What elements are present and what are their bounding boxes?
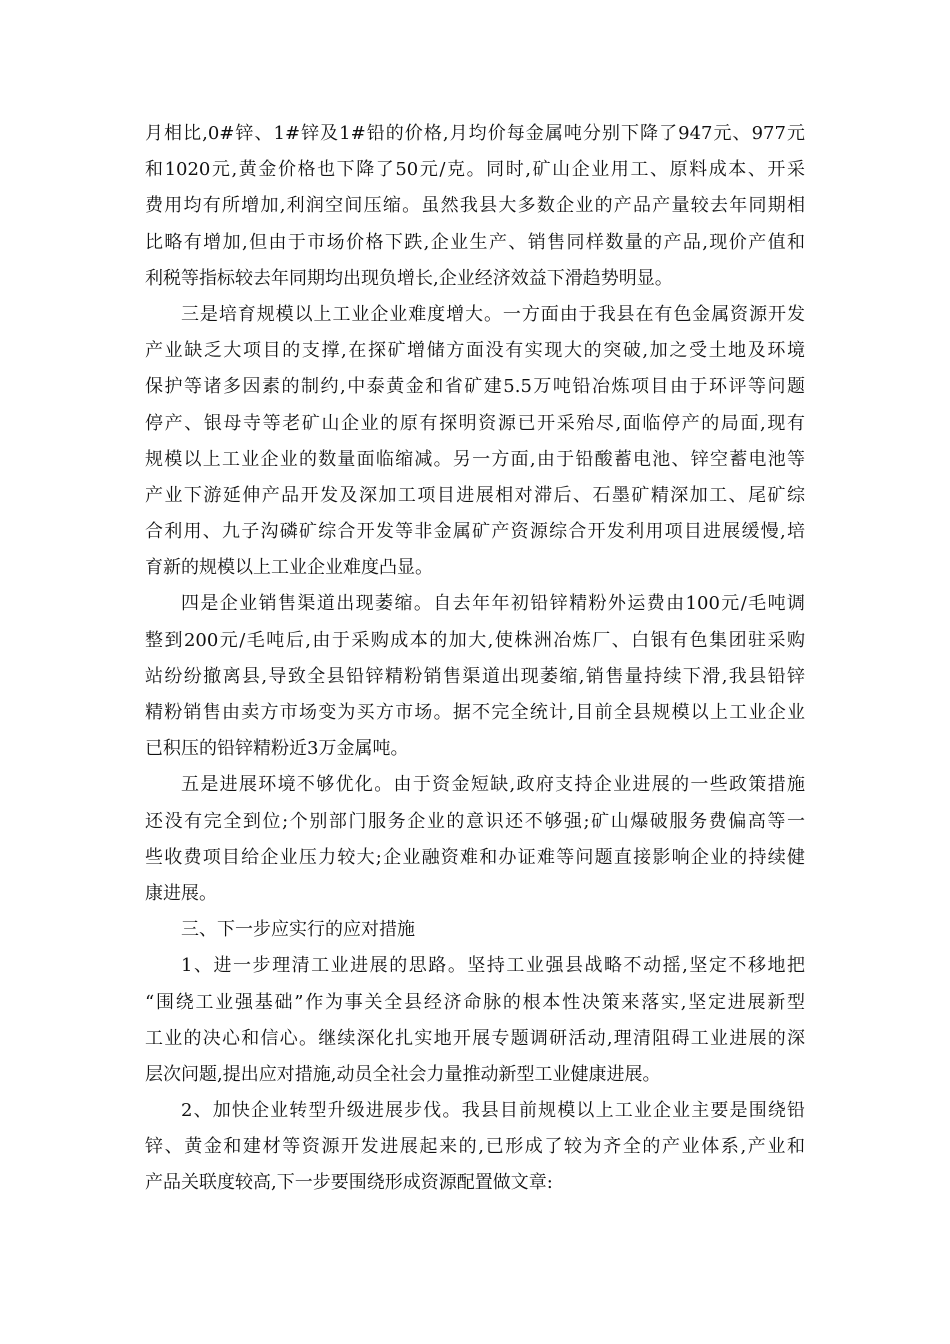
text-line: 停产、银母寺等老矿山企业的原有探明资源已开采殆尽,面临停产的局面,现有 [145, 412, 805, 434]
paragraph [145, 948, 805, 1093]
text-line: 整到200元/毛吨后,由于采购成本的加大,使株洲冶炼厂、白银有色集团驻采购 [145, 629, 805, 651]
text-line: “围绕工业强基础”作为事关全县经济命脉的根本性决策来落实,坚定进展新型 [145, 991, 805, 1013]
text-line: 还没有完全到位;个别部门服务企业的意识还不够强;矿山爆破服务费偏高等一 [145, 810, 805, 832]
text-line: 锌、黄金和建材等资源开发进展起来的,已形成了较为齐全的产业体系,产业和 [145, 1136, 805, 1158]
text-line: 些收费项目给企业压力较大;企业融资难和办证难等问题直接影响企业的持续健 [145, 846, 805, 868]
text-line: 月相比,0#锌、1#锌及1#铅的价格,月均价每金属吨分别下降了947元、977元 [145, 123, 805, 144]
text-line: 康进展。 [145, 882, 217, 904]
text-line: 和1020元,黄金价格也下降了50元/克。同时,矿山企业用工、原料成本、开采 [145, 159, 805, 181]
text-line: 合利用、九子沟磷矿综合开发等非金属矿产资源综合开发利用项目进展缓慢,培 [145, 521, 805, 543]
paragraph [145, 1093, 805, 1202]
text-line: 层次问题,提出应对措施,动员全社会力量推动新型工业健康进展。 [145, 1063, 661, 1085]
text-line: 比略有增加,但由于市场价格下跌,企业生产、销售同样数量的产品,现价产值和 [145, 231, 805, 253]
text-line: 费用均有所增加,利润空间压缩。虽然我县大多数企业的产品产量较去年同期相 [145, 195, 805, 217]
text-line: 已积压的铅锌精粉近3万金属吨。 [145, 738, 409, 760]
paragraph [145, 767, 805, 912]
document-body [145, 116, 805, 1202]
text-line: 保护等诸多因素的制约,中泰黄金和省矿建5.5万吨铅冶炼项目由于环评等问题 [145, 376, 805, 398]
text-line: 产业缺乏大项目的支撑,在探矿增储方面没有实现大的突破,加之受土地及环境 [145, 340, 805, 362]
text-line: 育新的规模以上工业企业难度凸显。 [145, 557, 433, 579]
text-line: 三是培育规模以上工业企业难度增大。一方面由于我县在有色金属资源开发 [181, 303, 805, 325]
text-line: 精粉销售由卖方市场变为买方市场。据不完全统计,目前全县规模以上工业企业 [145, 702, 805, 723]
text-line: 产业下游延伸产品开发及深加工项目进展相对滞后、石墨矿精深加工、尾矿综 [145, 484, 805, 506]
paragraph [145, 912, 805, 948]
text-line: 2、加快企业转型升级进展步伐。我县目前规模以上工业企业主要是围绕铅 [181, 1100, 805, 1122]
text-line: 利税等指标较去年同期均出现负增长,企业经济效益下滑趋势明显。 [145, 267, 673, 289]
text-line: 三、下一步应实行的应对措施 [181, 919, 415, 941]
text-line: 产品关联度较高,下一步要围绕形成资源配置做文章: [145, 1172, 553, 1194]
text-line: 站纷纷撤离县,导致全县铅锌精粉销售渠道出现萎缩,销售量持续下滑,我县铅锌 [145, 665, 805, 687]
paragraph [145, 297, 805, 587]
text-line: 规模以上工业企业的数量面临缩减。另一方面,由于铅酸蓄电池、锌空蓄电池等 [145, 448, 805, 470]
paragraph [145, 116, 805, 297]
text-line: 工业的决心和信心。继续深化扎实地开展专题调研活动,理清阻碍工业进展的深 [145, 1027, 805, 1049]
paragraph [145, 586, 805, 767]
text-line: 1、进一步理清工业进展的思路。坚持工业强县战略不动摇,坚定不移地把 [181, 955, 805, 977]
text-line: 四是企业销售渠道出现萎缩。自去年年初铅锌精粉外运费由100元/毛吨调 [181, 593, 805, 615]
text-line: 五是进展环境不够优化。由于资金短缺,政府支持企业进展的一些政策措施 [181, 774, 805, 796]
